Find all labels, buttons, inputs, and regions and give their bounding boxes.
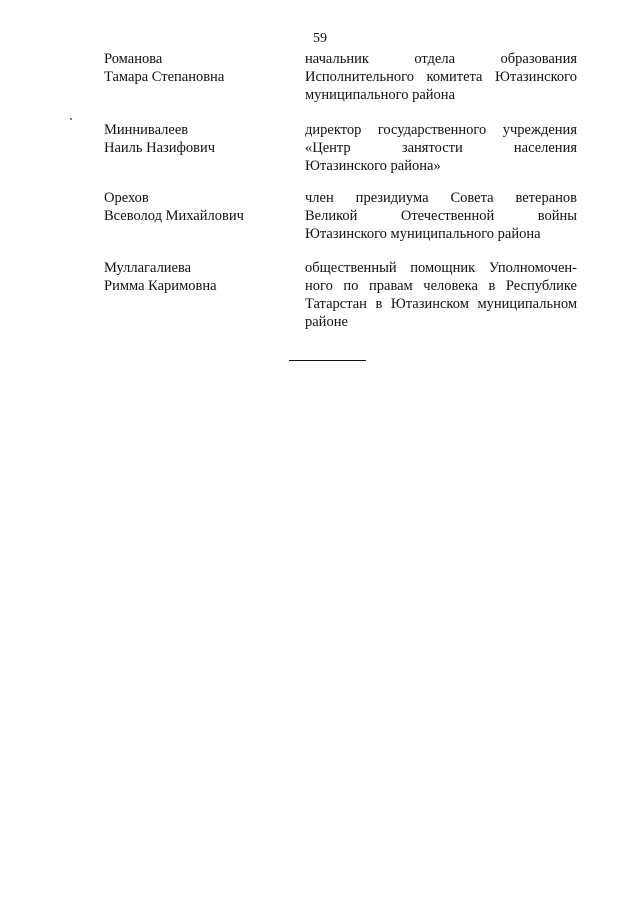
position-line: «Центр занятости населения xyxy=(305,140,577,156)
member-position xyxy=(305,189,577,243)
member-name xyxy=(104,121,294,157)
position-line: Исполнительного комитета Ютазинского xyxy=(305,69,577,85)
member-given-name: Наиль Назифович xyxy=(104,140,216,156)
position-line: Великой Отечественной войны xyxy=(305,208,577,224)
member-given-name: Тамара Степановна xyxy=(104,69,225,85)
member-name xyxy=(104,50,294,86)
member-given-name: Римма Каримовна xyxy=(104,278,217,294)
member-name xyxy=(104,259,294,295)
member-surname: Романова xyxy=(104,51,163,67)
position-line: районе xyxy=(305,314,348,330)
page-number: 59 xyxy=(313,31,327,46)
member-given-name: Всеволод Михайлович xyxy=(104,208,244,224)
position-line: директор государственного учреждения xyxy=(305,122,577,138)
member-surname: Орехов xyxy=(104,190,149,206)
position-line: Татарстан в Ютазинском муниципальном xyxy=(305,296,577,312)
member-position xyxy=(305,121,577,175)
position-line: муниципального района xyxy=(305,87,455,103)
member-position xyxy=(305,259,577,331)
position-line: начальник отдела образования xyxy=(305,51,577,67)
member-surname: Муллагалиева xyxy=(104,260,192,276)
position-line: общественный помощник Уполномочен- xyxy=(305,260,577,276)
position-line: ного по правам человека в Республике xyxy=(305,278,577,294)
member-name xyxy=(104,189,294,225)
position-line: Ютазинского муниципального района xyxy=(305,226,541,242)
position-line: член президиума Совета ветеранов xyxy=(305,190,577,206)
end-of-list-rule xyxy=(289,360,366,361)
member-surname: Миннивалеев xyxy=(104,122,189,138)
member-position xyxy=(305,50,577,104)
position-line: Ютазинского района» xyxy=(305,158,441,174)
scan-speck xyxy=(70,118,72,120)
